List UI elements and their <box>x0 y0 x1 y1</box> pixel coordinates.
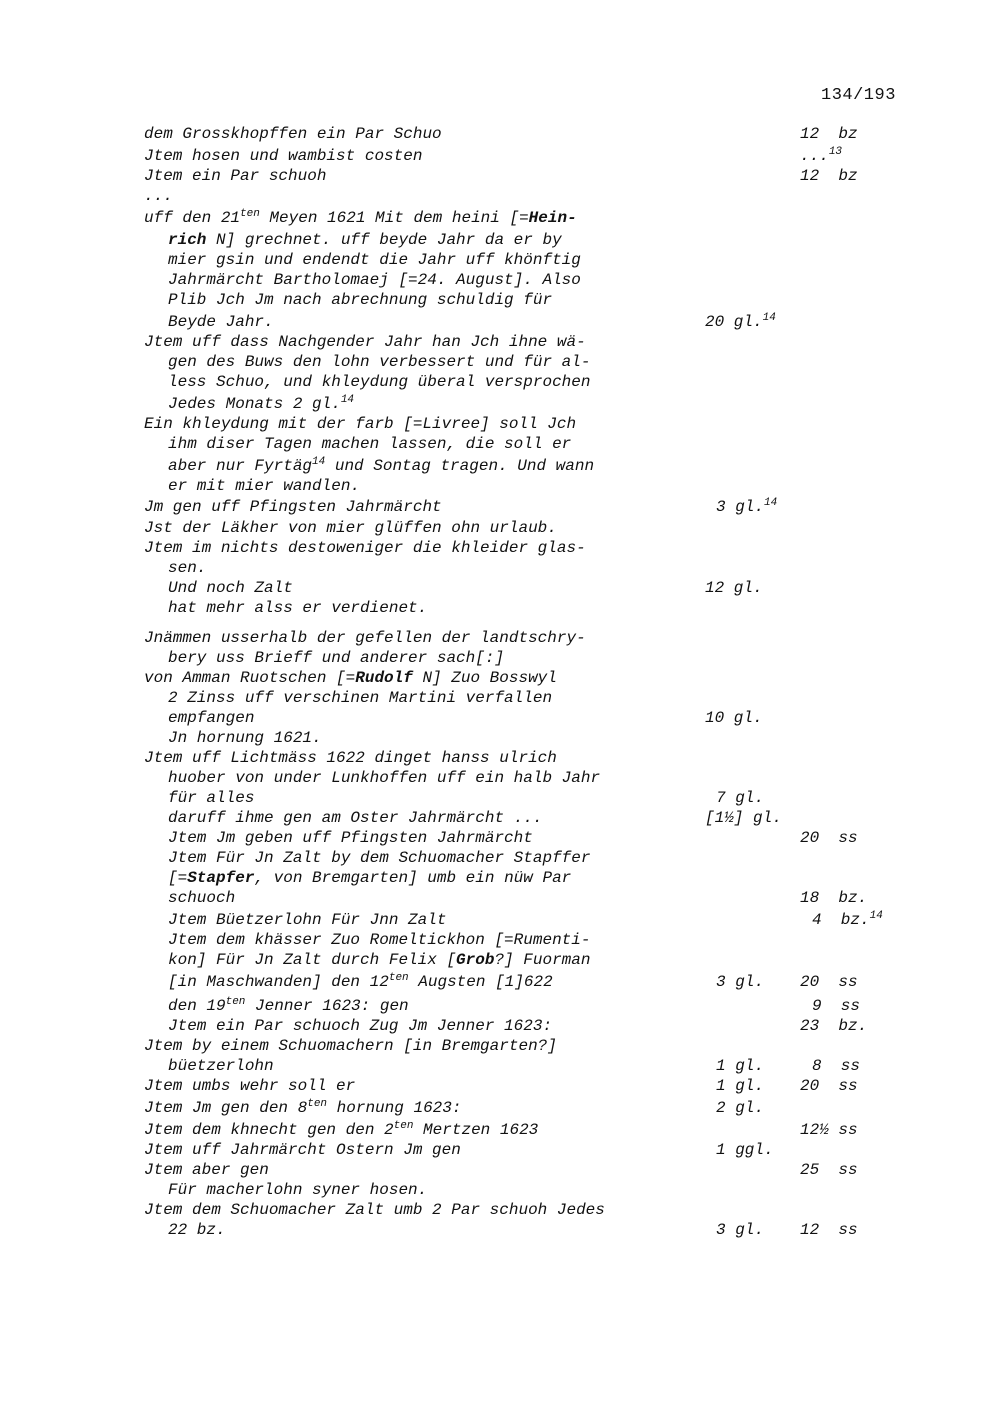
amount-value: 8 ss <box>812 1057 861 1075</box>
entry-text: Jtem Büetzerlohn Für Jnn Zalt <box>168 911 447 929</box>
amount-value: 1 gl. <box>716 1077 765 1095</box>
amount-small <box>800 1016 867 1036</box>
entry-text: Jtem Für Jn Zalt by dem Schuomacher Stapffer <box>168 849 591 867</box>
superscript: 14 <box>762 312 776 324</box>
ledger-line <box>0 250 1000 270</box>
amount-small <box>800 146 842 166</box>
entry-text: Jtem im nichts destoweniger die khleider glas- <box>144 539 586 557</box>
entry-text: Jtem umbs wehr soll er <box>144 1077 356 1095</box>
amount-gulden <box>705 312 776 332</box>
entry-text: Jtem uff Lichtmäss 1622 dinget hanss ulrich <box>144 749 557 767</box>
ledger-line <box>0 230 1000 250</box>
text-segment: Jtem dem khnecht gen den 2 <box>144 1121 394 1139</box>
ledger-line <box>0 848 1000 868</box>
ledger-line <box>0 668 1000 688</box>
ledger-line <box>0 1036 1000 1056</box>
superscript: 14 <box>869 910 883 922</box>
bold-name: Grob <box>456 951 495 969</box>
amount-value: 1 gl. <box>716 1057 765 1075</box>
ledger-line <box>0 708 1000 728</box>
entry-text: Jnämmen usserhalb der gefellen der landtschry- <box>144 629 586 647</box>
ledger-line <box>0 728 1000 748</box>
entry-text <box>168 996 409 1016</box>
amount-value: 18 bz. <box>800 889 868 907</box>
entry-text: ihm diser Tagen machen lassen, die soll er <box>168 435 572 453</box>
text-segment: , von Bremgarten] umb ein nüw Par <box>254 869 572 887</box>
amount-small <box>800 166 858 186</box>
ledger-line <box>0 538 1000 558</box>
amount-value: 20 ss <box>800 829 858 847</box>
ledger-line <box>0 1160 1000 1180</box>
entry-text: 2 Zinss uff verschinen Martini verfallen <box>168 689 553 707</box>
text-segment: Jedes Monats 2 gl. <box>168 395 341 413</box>
text-segment: Jtem Jm gen den 8 <box>144 1099 308 1117</box>
text-segment: Augsten [1]622 <box>408 973 553 991</box>
entry-text: Jtem ein Par schuoch Zug Jm Jenner 1623: <box>168 1017 553 1035</box>
amount-small <box>812 1056 860 1076</box>
ledger-line <box>0 208 1000 228</box>
superscript: ten <box>393 1120 414 1132</box>
ledger-line <box>0 146 1000 166</box>
text-segment: Jenner 1623: gen <box>245 997 409 1015</box>
text-segment: kon] Für Jn Zalt durch Felix [ <box>168 951 457 969</box>
amount-value: 3 gl. <box>716 498 765 516</box>
ledger-line <box>0 456 1000 476</box>
amount-value: 12 gl. <box>705 579 763 597</box>
amount-small <box>800 972 858 992</box>
entry-text: Jtem uff Jahrmärcht Ostern Jm gen <box>144 1141 461 1159</box>
bold-name: Hein- <box>528 209 577 227</box>
entry-text: gen des Buws den lohn verbessert und für al- <box>168 353 591 371</box>
ledger-line <box>0 828 1000 848</box>
amount-value: 10 gl. <box>705 709 763 727</box>
entry-text: empfangen <box>168 709 255 727</box>
entry-text: mier gsin und endendt die Jahr uff khönftig <box>168 251 581 269</box>
superscript: ten <box>225 996 246 1008</box>
entry-text <box>168 456 594 476</box>
text-segment: den 19 <box>168 997 226 1015</box>
ledger-line <box>0 930 1000 950</box>
bold-name: Stapfer <box>187 869 255 887</box>
amount-value: 9 ss <box>812 997 861 1015</box>
ledger-line <box>0 414 1000 434</box>
amount-gulden <box>716 788 764 808</box>
ledger-line <box>0 910 1000 930</box>
ledger-line <box>0 166 1000 186</box>
ledger-line <box>0 868 1000 888</box>
amount-small <box>812 910 883 930</box>
ledger-line <box>0 768 1000 788</box>
entry-text: Jtem aber gen <box>144 1161 269 1179</box>
ledger-line <box>0 434 1000 454</box>
entry-text: büetzerlohn <box>168 1057 274 1075</box>
ledger-line <box>0 332 1000 352</box>
entry-text: bery uss Brieff und anderer sach[:] <box>168 649 505 667</box>
bold-name: rich <box>168 231 207 249</box>
entry-text: Für macherlohn syner hosen. <box>168 1181 428 1199</box>
entry-text: Jst der Läkher von mier glüffen ohn urlaub. <box>144 519 557 537</box>
amount-small <box>800 1076 858 1096</box>
entry-text: sen. <box>168 559 207 577</box>
amount-small <box>800 828 858 848</box>
amount-gulden <box>716 1076 764 1096</box>
ledger-line <box>0 578 1000 598</box>
text-segment: uff den 21 <box>144 209 241 227</box>
ledger-line <box>0 950 1000 970</box>
entry-text: hat mehr alss er verdienet. <box>168 599 428 617</box>
amount-small <box>800 888 867 908</box>
ledger-line <box>0 186 1000 206</box>
ledger-line <box>0 1180 1000 1200</box>
amount-value: 20 ss <box>800 973 858 991</box>
entry-text <box>168 950 590 970</box>
ledger-line <box>0 1120 1000 1140</box>
amount-value: [1½] gl. <box>705 809 782 827</box>
entry-text: schuoch <box>168 889 236 907</box>
ledger-line <box>0 312 1000 332</box>
amount-value: 2 gl. <box>716 1099 765 1117</box>
entry-text: Jtem hosen und wambist costen <box>144 147 423 165</box>
entry-text: Jtem by einem Schuomachern [in Bremgarten?] <box>144 1037 557 1055</box>
entry-text: less Schuo, und khleydung überal versprochen <box>168 373 591 391</box>
entry-text: er mit mier wandlen. <box>168 477 361 495</box>
entry-text: Plib Jch Jm nach abrechnung schuldig für <box>168 291 553 309</box>
ledger-line <box>0 1200 1000 1220</box>
entry-text <box>168 230 562 250</box>
amount-value: 12½ ss <box>800 1121 858 1139</box>
ledger-line <box>0 476 1000 496</box>
superscript: 14 <box>764 497 778 509</box>
bold-name: Rudolf <box>355 669 413 687</box>
amount-value: 3 gl. <box>716 973 765 991</box>
ledger-line <box>0 788 1000 808</box>
ledger-line <box>0 1076 1000 1096</box>
amount-small <box>800 1120 858 1140</box>
amount-gulden <box>716 972 764 992</box>
amount-value: 3 gl. <box>716 1221 765 1239</box>
entry-text: Und noch Zalt <box>168 579 293 597</box>
text-segment: von Amman Ruotschen [= <box>144 669 356 687</box>
ledger-line <box>0 972 1000 992</box>
text-segment: ?] Fuorman <box>494 951 591 969</box>
ledger-line <box>0 808 1000 828</box>
amount-value: 12 bz <box>800 167 858 185</box>
ledger-line <box>0 688 1000 708</box>
text-segment: [in Maschwanden] den 12 <box>168 973 389 991</box>
ledger-line <box>0 1098 1000 1118</box>
amount-gulden <box>705 708 763 728</box>
ledger-line <box>0 518 1000 538</box>
amount-small <box>812 996 860 1016</box>
entry-text <box>144 208 577 228</box>
entry-text <box>144 1120 538 1140</box>
ledger-line <box>0 394 1000 414</box>
superscript: ten <box>388 972 409 984</box>
amount-value: 12 ss <box>800 1221 858 1239</box>
text-segment: Meyen 1621 Mit dem heini [= <box>259 209 529 227</box>
ledger-line <box>0 1140 1000 1160</box>
entry-text <box>168 868 571 888</box>
entry-text: Jtem dem khässer Zuo Romeltickhon [=Rumenti- <box>168 931 591 949</box>
superscript: 14 <box>312 456 326 468</box>
ledger-line <box>0 1220 1000 1240</box>
amount-small <box>800 1160 858 1180</box>
superscript: 14 <box>340 394 355 406</box>
amount-gulden <box>716 1056 764 1076</box>
entry-text: Jtem Jm geben uff Pfingsten Jahrmärcht <box>168 829 533 847</box>
amount-value: 23 bz. <box>800 1017 868 1035</box>
amount-value: 1 ggl. <box>716 1141 774 1159</box>
entry-text: Jahrmärcht Bartholomaej [=24. August]. Also <box>168 271 581 289</box>
amount-small <box>800 1220 858 1240</box>
ledger-line <box>0 628 1000 648</box>
entry-text: Jn hornung 1621. <box>168 729 322 747</box>
entry-text: daruff ihme gen am Oster Jahrmärcht ... <box>168 809 543 827</box>
ledger-line <box>0 1056 1000 1076</box>
amount-gulden <box>716 1220 764 1240</box>
amount-value: 20 gl. <box>705 313 763 331</box>
entry-text <box>144 1098 461 1118</box>
text-segment: hornung 1623: <box>327 1099 462 1117</box>
superscript: ten <box>307 1098 328 1110</box>
page-number: 134/193 <box>821 86 896 105</box>
ledger-line <box>0 497 1000 517</box>
amount-value: 20 ss <box>800 1077 858 1095</box>
entry-text <box>168 972 553 992</box>
superscript: 13 <box>828 146 843 158</box>
ledger-line <box>0 748 1000 768</box>
entry-text <box>144 668 557 688</box>
entry-text: Jm gen uff Pfingsten Jahrmärcht <box>144 498 442 516</box>
ledger-line <box>0 648 1000 668</box>
ledger-line <box>0 598 1000 618</box>
amount-value: ... <box>800 147 829 165</box>
entry-text: Beyde Jahr. <box>168 313 274 331</box>
ledger-line <box>0 372 1000 392</box>
entry-text: Jtem ein Par schuoh <box>144 167 327 185</box>
entry-text: ... <box>144 187 173 205</box>
ledger-line <box>0 1016 1000 1036</box>
entry-text: dem Grosskhopffen ein Par Schuo <box>144 125 442 143</box>
text-segment: Mertzen 1623 <box>413 1121 539 1139</box>
ledger-line <box>0 124 1000 144</box>
ledger-line <box>0 290 1000 310</box>
text-segment: N] grechnet. uff beyde Jahr da er by <box>206 231 562 249</box>
amount-gulden <box>716 497 777 517</box>
text-segment: aber nur Fyrtäg <box>168 457 313 475</box>
entry-text: Ein khleydung mit der farb [=Livree] soll Jch <box>144 415 577 433</box>
entry-text: für alles <box>168 789 255 807</box>
text-segment: und Sontag tragen. Und wann <box>325 457 595 475</box>
text-segment: N] Zuo Bosswyl <box>412 669 557 687</box>
superscript: ten <box>240 208 260 220</box>
ledger-line <box>0 996 1000 1016</box>
amount-small <box>800 124 858 144</box>
ledger-line <box>0 888 1000 908</box>
entry-text <box>168 394 354 414</box>
amount-gulden <box>705 578 763 598</box>
amount-value: 12 bz <box>800 125 858 143</box>
amount-gulden <box>716 1140 774 1160</box>
amount-gulden <box>705 808 782 828</box>
amount-gulden <box>716 1098 764 1118</box>
ledger-line <box>0 352 1000 372</box>
entry-text: Jtem uff dass Nachgender Jahr han Jch ihne wä- <box>144 333 586 351</box>
entry-text: 22 bz. <box>168 1221 226 1239</box>
amount-value: 7 gl. <box>716 789 765 807</box>
entry-text: Jtem dem Schuomacher Zalt umb 2 Par schuoh Jedes <box>144 1201 605 1219</box>
text-segment: [= <box>168 869 188 887</box>
ledger-line <box>0 270 1000 290</box>
amount-value: 25 ss <box>800 1161 858 1179</box>
ledger-line <box>0 558 1000 578</box>
entry-text: huober von under Lunkhoffen uff ein halb Jahr <box>168 769 601 787</box>
amount-value: 4 bz. <box>812 911 870 929</box>
